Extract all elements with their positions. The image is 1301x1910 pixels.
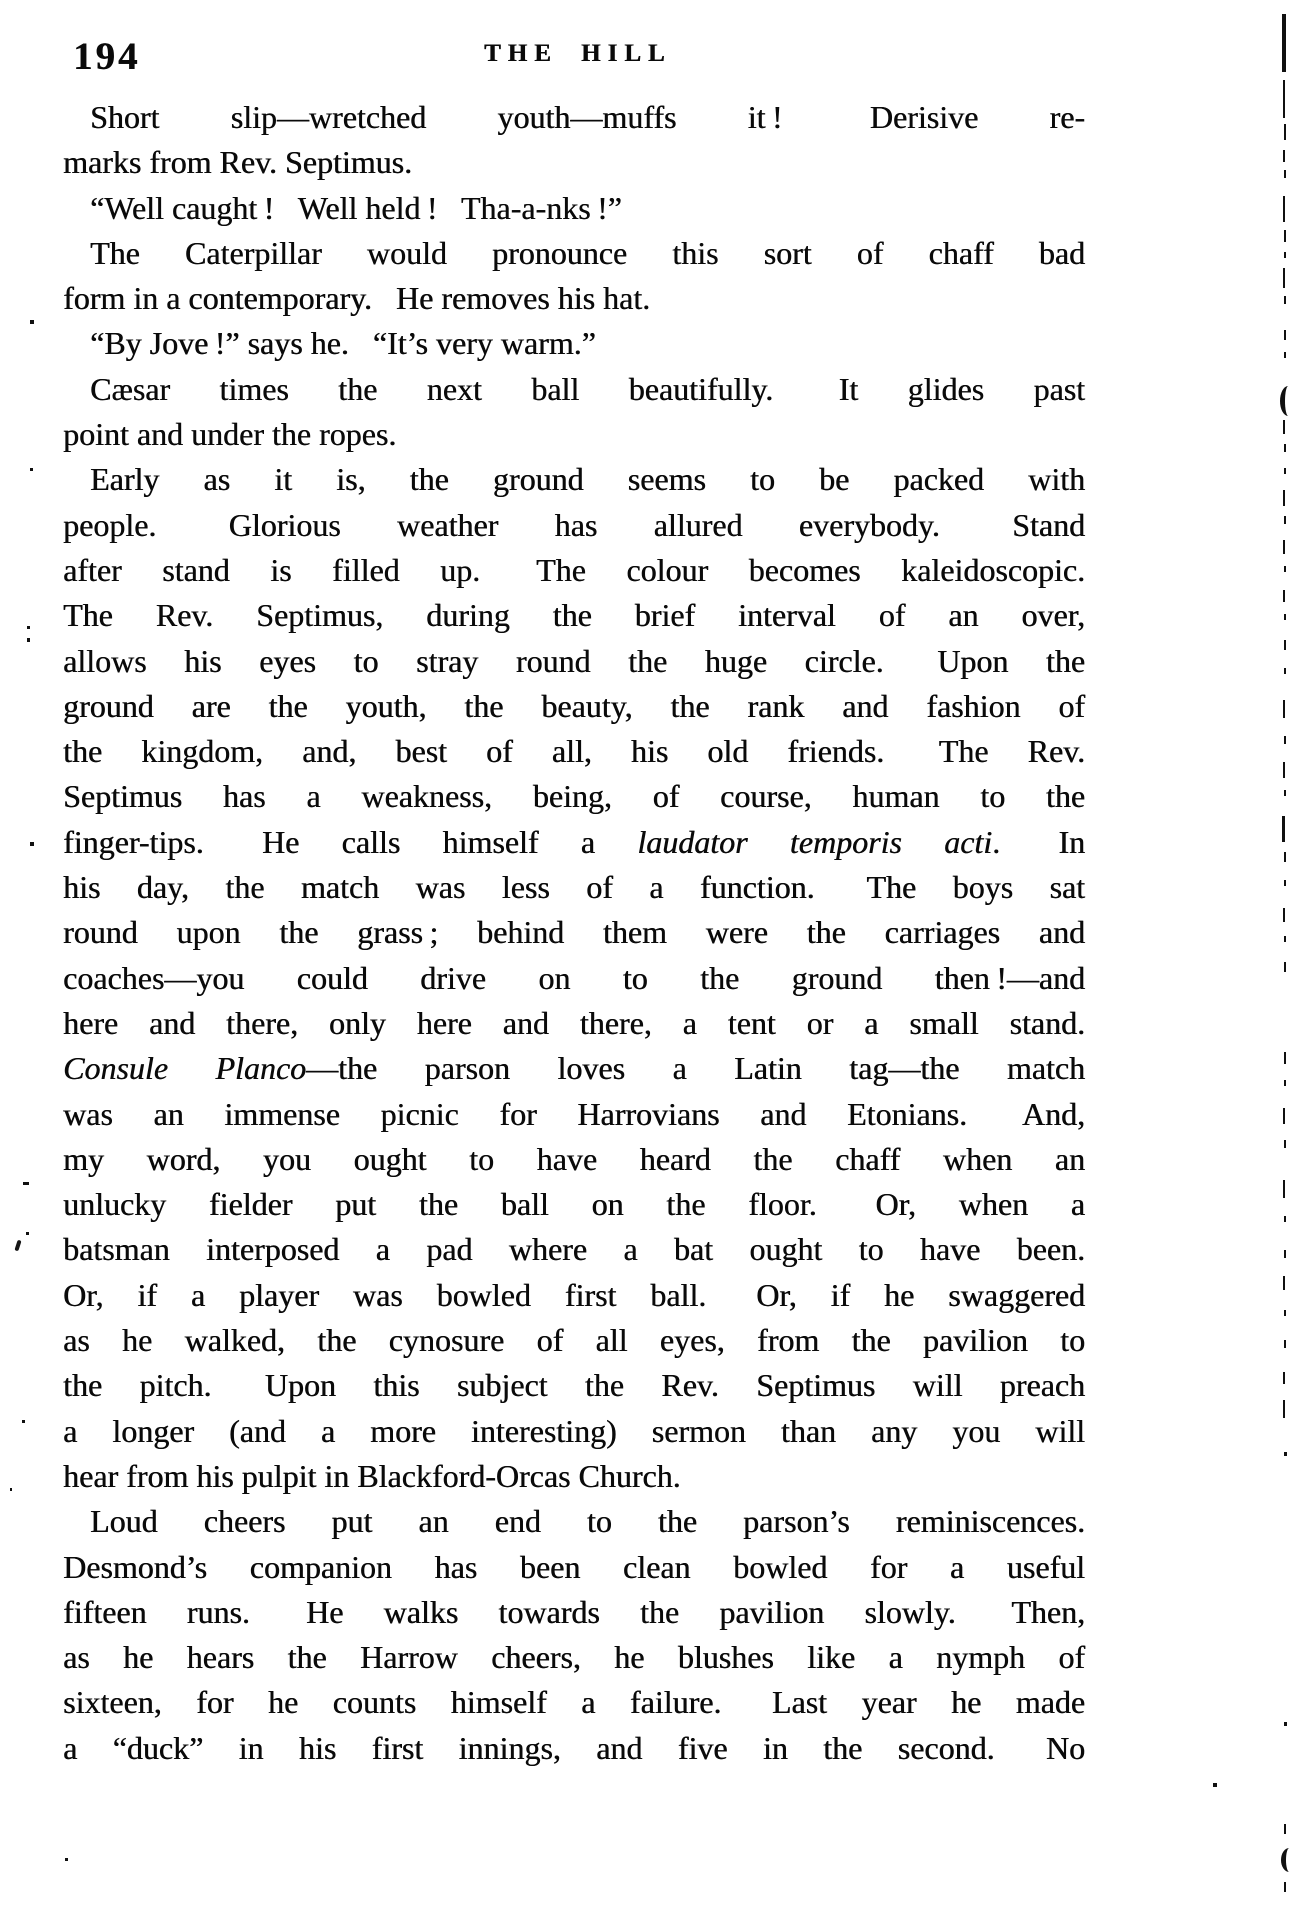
text-segment: marks from Rev. Septimus. bbox=[63, 144, 412, 181]
text-line bbox=[63, 1726, 1085, 1771]
scan-speck bbox=[23, 1182, 29, 1185]
scan-speck bbox=[1284, 444, 1286, 452]
text-line bbox=[63, 1635, 1085, 1680]
text-line bbox=[63, 140, 1085, 185]
scan-speck bbox=[1284, 230, 1286, 242]
text-segment: Loud cheers put an end to the parson’s reminiscences. bbox=[90, 1503, 1085, 1540]
text-segment: point and under the ropes. bbox=[63, 416, 397, 453]
text-line bbox=[63, 774, 1085, 819]
text-segment: coaches—you could drive on to the ground then !—and bbox=[63, 959, 1085, 996]
text-segment: as he hears the Harrow cheers, he blushes like a nymph of bbox=[63, 1639, 1085, 1676]
running-title: THE HILL bbox=[484, 40, 672, 67]
text-line bbox=[63, 503, 1085, 548]
text-segment: unlucky fielder put the ball on the floor. Or, when a bbox=[63, 1186, 1085, 1223]
text-line bbox=[63, 1273, 1085, 1318]
scan-speck bbox=[1284, 1080, 1286, 1086]
text-line bbox=[63, 729, 1085, 774]
page-number: 194 bbox=[73, 35, 141, 78]
text-line bbox=[63, 1318, 1085, 1363]
scan-speck bbox=[1283, 490, 1285, 506]
scan-speck bbox=[1283, 762, 1285, 778]
scan-speck bbox=[30, 468, 33, 471]
text-segment: after stand is filled up. The colour becomes kaleidoscopic. bbox=[63, 551, 1085, 588]
scan-speck bbox=[1284, 124, 1286, 140]
italic-text-segment: laudator temporis acti bbox=[637, 823, 993, 860]
scan-speck bbox=[10, 1488, 12, 1491]
scan-speck bbox=[1283, 1276, 1285, 1290]
text-line bbox=[63, 276, 1085, 321]
scan-speck bbox=[1284, 852, 1286, 862]
scan-speck bbox=[1284, 936, 1286, 942]
scan-speck bbox=[1284, 1722, 1287, 1726]
text-line bbox=[63, 1590, 1085, 1635]
scan-speck bbox=[1284, 790, 1286, 796]
text-segment: Cæsar times the next ball beautifully. It glides past bbox=[90, 370, 1085, 407]
text-line bbox=[63, 367, 1085, 412]
text-segment: The Rev. Septimus, during the brief interval of an over, bbox=[63, 597, 1085, 634]
text-line bbox=[63, 1092, 1085, 1137]
text-segment: here and there, only here and there, a tent or a small stand. bbox=[63, 1004, 1085, 1041]
text-segment: “Well caught ! Well held ! Tha-a-nks !” bbox=[90, 189, 622, 226]
text-segment: his day, the match was less of a function. The boys sat bbox=[63, 869, 1085, 906]
scan-speck bbox=[1283, 1400, 1285, 1418]
text-line bbox=[63, 1001, 1085, 1046]
text-line bbox=[63, 457, 1085, 502]
scan-speck bbox=[1283, 268, 1285, 288]
scan-speck bbox=[1213, 1783, 1217, 1787]
scan-speck bbox=[1284, 880, 1286, 886]
text-line bbox=[63, 910, 1085, 955]
scan-curve-mark bbox=[1281, 1848, 1294, 1872]
scan-speck bbox=[1284, 516, 1286, 524]
body-text bbox=[63, 95, 1085, 1771]
scan-speck bbox=[1284, 736, 1286, 744]
scan-speck bbox=[1283, 700, 1285, 718]
scan-speck bbox=[1284, 1452, 1287, 1456]
text-segment: Short slip—wretched youth—muffs it ! Derisive re- bbox=[90, 99, 1085, 135]
scan-speck bbox=[1282, 816, 1285, 842]
scan-speck bbox=[1284, 352, 1286, 358]
text-line bbox=[63, 1137, 1085, 1182]
text-line bbox=[63, 684, 1085, 729]
text-line bbox=[63, 956, 1085, 1001]
text-line bbox=[63, 865, 1085, 910]
scan-fleck bbox=[14, 1240, 21, 1252]
scan-speck bbox=[1283, 196, 1285, 222]
text-segment: people. Glorious weather has allured everybody. Stand bbox=[63, 506, 1085, 543]
text-line bbox=[63, 1454, 1085, 1499]
scan-speck bbox=[1283, 540, 1285, 554]
text-segment: fifteen runs. He walks towards the pavilion slowly. Then, bbox=[63, 1593, 1085, 1630]
scan-speck bbox=[1284, 614, 1286, 620]
scan-curve-mark bbox=[1280, 386, 1293, 416]
scan-speck bbox=[1284, 296, 1286, 304]
scan-speck bbox=[1284, 668, 1286, 674]
text-line bbox=[63, 231, 1085, 276]
scan-speck bbox=[30, 320, 34, 324]
text-line bbox=[63, 1182, 1085, 1227]
text-segment: sixteen, for he counts himself a failure. Last year he made bbox=[63, 1684, 1085, 1721]
scan-speck bbox=[26, 1232, 29, 1235]
text-segment: “By Jove !” says he. “It’s very warm.” bbox=[90, 325, 596, 362]
text-segment: my word, you ought to have heard the chaff when an bbox=[63, 1140, 1085, 1177]
scan-speck bbox=[1284, 1052, 1286, 1064]
text-segment: the pitch. Upon this subject the Rev. Septimus will preach bbox=[63, 1367, 1085, 1404]
text-line bbox=[63, 1046, 1085, 1091]
text-line bbox=[63, 412, 1085, 457]
scan-speck bbox=[1283, 908, 1285, 922]
text-segment: Or, if a player was bowled first ball. Or, if he swaggered bbox=[63, 1276, 1085, 1313]
scan-speck bbox=[1283, 1108, 1285, 1124]
text-segment: hear from his pulpit in Blackford-Orcas Church. bbox=[63, 1457, 681, 1494]
scan-speck bbox=[1283, 420, 1285, 434]
text-segment: form in a contemporary. He removes his hat. bbox=[63, 280, 651, 317]
text-segment: Early as it is, the ground seems to be packed with bbox=[90, 461, 1085, 498]
text-segment: a longer (and a more interesting) sermon than any you will bbox=[63, 1412, 1085, 1449]
text-segment: round upon the grass ; behind them were the carriages and bbox=[63, 914, 1085, 951]
text-line bbox=[63, 1499, 1085, 1544]
scan-speck bbox=[1284, 566, 1286, 572]
scan-speck bbox=[1284, 1140, 1286, 1148]
text-line bbox=[63, 593, 1085, 638]
scan-speck bbox=[30, 842, 34, 846]
scan-speck bbox=[1283, 80, 1285, 118]
text-line bbox=[63, 1680, 1085, 1725]
text-segment: the kingdom, and, best of all, his old friends. The Rev. bbox=[63, 733, 1085, 770]
text-line bbox=[63, 186, 1085, 231]
scan-speck bbox=[27, 638, 30, 642]
scan-speck bbox=[1284, 1310, 1286, 1316]
scan-speck bbox=[1284, 330, 1286, 340]
scan-speck bbox=[1284, 1824, 1286, 1834]
text-line bbox=[63, 321, 1085, 366]
text-line bbox=[63, 639, 1085, 684]
scan-speck bbox=[1284, 252, 1286, 258]
text-segment: as he walked, the cynosure of all eyes, from the pavilion to bbox=[63, 1322, 1085, 1359]
scan-speck bbox=[65, 1858, 68, 1861]
text-segment: Desmond’s companion has been clean bowled for a useful bbox=[63, 1548, 1085, 1585]
scan-speck bbox=[1284, 1216, 1286, 1222]
text-line bbox=[63, 1409, 1085, 1454]
text-line bbox=[63, 548, 1085, 593]
scan-speck bbox=[1284, 468, 1286, 474]
scan-speck bbox=[1283, 1372, 1285, 1384]
scan-speck bbox=[1283, 150, 1285, 162]
text-segment: . In bbox=[992, 823, 1086, 860]
text-line bbox=[63, 820, 1085, 865]
text-line bbox=[63, 95, 1085, 140]
scan-speck bbox=[1284, 962, 1286, 972]
text-segment: a “duck” in his first innings, and five in the second. No bbox=[63, 1729, 1085, 1766]
text-line bbox=[63, 1363, 1085, 1408]
text-segment: finger-tips. He calls himself a bbox=[63, 823, 638, 860]
scan-speck bbox=[22, 1420, 25, 1423]
text-segment: ground are the youth, the beauty, the rank and fashion of bbox=[63, 687, 1085, 724]
text-segment: batsman interposed a pad where a bat ought to have been. bbox=[63, 1231, 1085, 1268]
text-segment: was an immense picnic for Harrovians and Etonians. And, bbox=[63, 1095, 1085, 1132]
text-segment: The Caterpillar would pronounce this sort of chaff bad bbox=[90, 234, 1085, 271]
scan-speck bbox=[27, 626, 30, 629]
scan-speck bbox=[1282, 14, 1286, 72]
text-line bbox=[63, 1545, 1085, 1590]
scan-speck bbox=[1284, 1250, 1286, 1258]
scan-speck bbox=[1284, 170, 1286, 178]
scan-speck bbox=[1283, 590, 1285, 602]
scan-speck bbox=[1284, 640, 1286, 650]
text-line bbox=[63, 1227, 1085, 1272]
text-segment: —the parson loves a Latin tag—the match bbox=[306, 1050, 1086, 1087]
scan-speck bbox=[1283, 1180, 1285, 1198]
scan-speck bbox=[1284, 1340, 1286, 1348]
text-segment: allows his eyes to stray round the huge circle. Upon the bbox=[63, 642, 1085, 679]
italic-text-segment: Consule Planco bbox=[63, 1050, 307, 1087]
text-segment: Septimus has a weakness, being, of course, human to the bbox=[63, 778, 1085, 815]
scan-speck bbox=[1284, 1882, 1286, 1892]
